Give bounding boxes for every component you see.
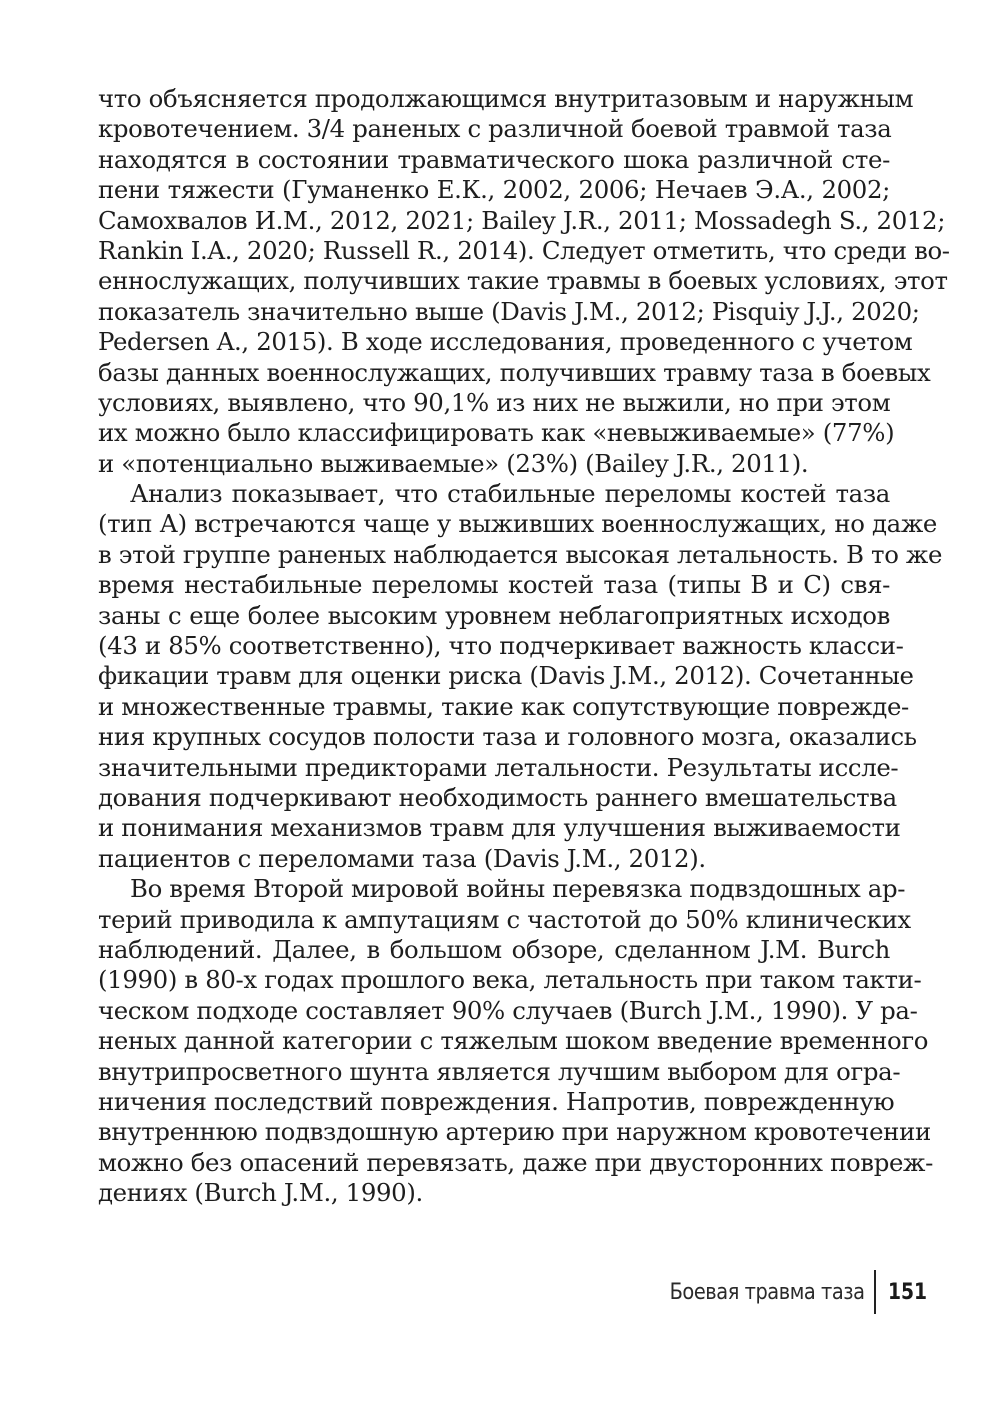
text-line: кровотечением. 3/4 раненых с различной боевой травмой таза <box>98 114 892 144</box>
text-line: значительными предикторами летальности. Результаты иссле- <box>98 752 899 782</box>
text-line: и множественные травмы, такие как сопутствующие поврежде- <box>98 691 909 721</box>
text-line: внутрипросветного шунта является лучшим выбором для огра- <box>98 1056 901 1086</box>
page-number: 151 <box>888 1279 928 1305</box>
text-line: еннослужащих, получивших такие травмы в боевых условиях, этот <box>98 266 948 296</box>
text-line: дениях (Burch J.M., 1990). <box>98 1178 423 1208</box>
text-line: что объясняется продолжающимся внутритазовым и наружным <box>98 84 914 113</box>
text-line: наблюдений. Далее, в большом обзоре, сделанном J.M. Burch <box>98 934 890 964</box>
text-line: неных данной категории с тяжелым шоком введение временного <box>98 1026 929 1056</box>
text-line: их можно было классифицировать как «невыживаемые» (77%) <box>98 418 895 448</box>
body-text <box>98 84 950 1208</box>
paragraph-2 <box>98 479 943 874</box>
running-head: Боевая травма таза <box>669 1279 865 1305</box>
text-line: базы данных военнослужащих, получивших травму таза в боевых <box>98 357 931 387</box>
text-line: терий приводила к ампутациям с частотой до 50% клинических <box>98 904 911 934</box>
text-line: (43 и 85% соответственно), что подчеркивает важность класси- <box>98 631 904 661</box>
text-line: ничения последствий повреждения. Напротив, поврежденную <box>98 1086 895 1116</box>
text-line: в этой группе раненых наблюдается высокая летальность. В то же <box>98 539 943 569</box>
text-line: условиях, выявлено, что 90,1% из них не выжили, но при этом <box>98 387 891 417</box>
text-line: (тип А) встречаются чаще у выживших военнослужащих, но даже <box>98 509 937 539</box>
text-line: Анализ показывает, что стабильные переломы костей таза <box>130 479 890 509</box>
text-line: пациентов с переломами таза (Davis J.M., 2012). <box>98 843 706 873</box>
text-line: внутреннюю подвздошную артерию при наружном кровотечении <box>98 1117 931 1147</box>
text-line: Самохвалов И.М., 2012, 2021; Bailey J.R., 2011; Mossadegh S., 2012; <box>98 205 946 235</box>
paragraph-3 <box>98 874 934 1208</box>
text-line: (1990) в 80-х годах прошлого века, летальность при таком такти- <box>98 965 922 995</box>
text-line: можно без опасений перевязать, даже при двусторонних повреж- <box>98 1147 934 1177</box>
text-line: время нестабильные переломы костей таза (типы В и С) свя- <box>98 570 890 600</box>
text-line: Во время Второй мировой войны перевязка подвздошных ар- <box>130 874 906 904</box>
text-line: Pedersen A., 2015). В ходе исследования, проведенного с учетом <box>98 327 913 357</box>
paragraph-1 <box>98 84 950 479</box>
text-line: заны с еще более высоким уровнем неблагоприятных исходов <box>98 600 890 630</box>
text-line: и «потенциально выживаемые» (23%) (Bailey J.R., 2011). <box>98 448 809 478</box>
text-line: ческом подходе составляет 90% случаев (Burch J.M., 1990). У ра- <box>98 995 918 1025</box>
text-line: пени тяжести (Гуманенко Е.К., 2002, 2006; Нечаев Э.А., 2002; <box>98 175 890 205</box>
text-line: ния крупных сосудов полости таза и головного мозга, оказались <box>98 722 917 752</box>
text-line: Rankin I.A., 2020; Russell R., 2014). Следует отметить, что среди во- <box>98 235 950 265</box>
text-line: и понимания механизмов травм для улучшения выживаемости <box>98 813 901 843</box>
footer-divider <box>874 1270 876 1314</box>
text-line: показатель значительно выше (Davis J.M., 2012; Pisquiy J.J., 2020; <box>98 296 920 326</box>
text-line: находятся в состоянии травматического шока различной сте- <box>98 144 890 174</box>
text-line: дования подчеркивают необходимость раннего вмешательства <box>98 782 897 812</box>
page-footer <box>643 1270 934 1314</box>
text-line: фикации травм для оценки риска (Davis J.M., 2012). Сочетанные <box>98 661 914 691</box>
